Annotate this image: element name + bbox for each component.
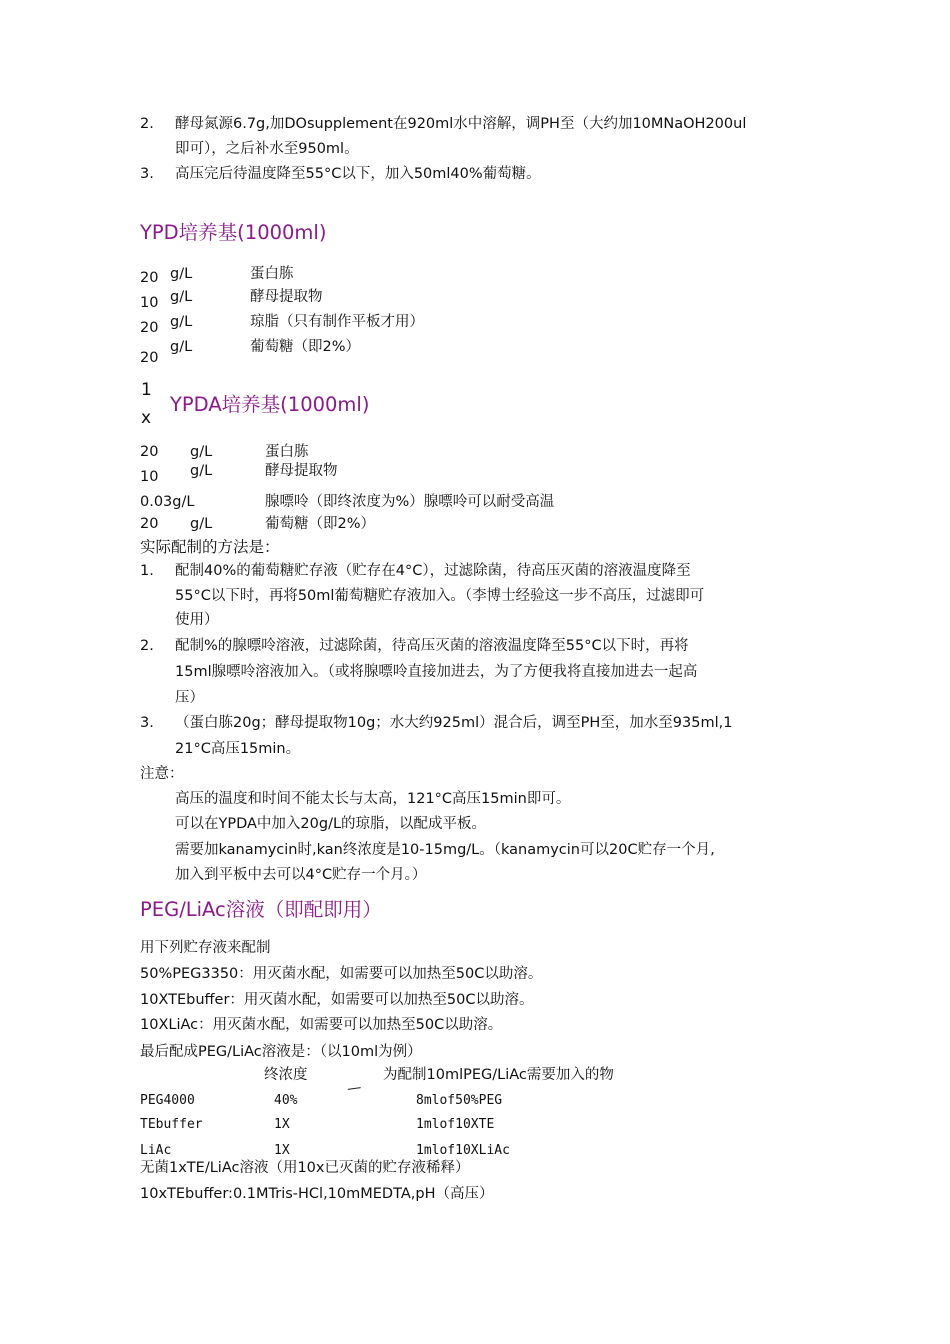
- note-line: 加入到平板中去可以4°C贮存一个月。）: [175, 867, 427, 883]
- note-line: 需要加kanamycin时,kan终浓度是10-15mg/L。（kanamycin可以20C贮存一个月,: [175, 842, 715, 858]
- table-cell: PEG4000: [140, 1093, 195, 1108]
- paragraph-line: 配制40%的葡萄糖贮存液（贮存在4°C），过滤除菌，待高压灭菌的溶液温度降至: [175, 563, 691, 579]
- paragraph-line: 压）: [175, 690, 204, 706]
- paragraph-line: 15ml腺嘌呤溶液加入。（或将腺嘌呤直接加进去，为了方便我将直接加进去一起高: [175, 664, 698, 680]
- qty: 20: [140, 270, 159, 286]
- paragraph-line: 无菌1xTE/LiAc溶液（用10x已灭菌的贮存液稀释）: [140, 1160, 470, 1176]
- stock-line: 50%PEG3350：用灭菌水配，如需要可以加热至50C以助溶。: [140, 966, 543, 982]
- note-line: 高压的温度和时间不能太长与太高，121°C高压15min即可。: [175, 791, 571, 807]
- qty: 20: [140, 350, 159, 366]
- method-title: 实际配制的方法是：: [140, 538, 280, 556]
- unit: g/L: [190, 463, 213, 479]
- stray-mark: 1: [141, 380, 152, 400]
- paragraph-line: 即可），之后补水至950ml。: [175, 141, 359, 157]
- paragraph-line: 配制%的腺嘌呤溶液，过滤除菌，待高压灭菌的溶液温度降至55°C以下时，再将: [175, 638, 689, 654]
- ingredient: 酵母提取物: [265, 463, 338, 479]
- qty: 0.03g/L: [140, 494, 195, 510]
- table-cell: 1mlof10XLiAc: [416, 1143, 510, 1158]
- ingredient: 蛋白胨: [265, 444, 309, 460]
- table-header: 终浓度: [264, 1067, 308, 1083]
- unit: g/L: [190, 516, 213, 532]
- table-cell: 8mlof50%PEG: [416, 1093, 503, 1108]
- ingredient: 葡萄糖（即2%）: [250, 339, 361, 355]
- paragraph-line: 使用）: [175, 612, 219, 628]
- ingredient: 蛋白胨: [250, 266, 294, 282]
- note-title: 注意：: [140, 766, 184, 782]
- stock-line: 10XTEbuffer：用灭菌水配，如需要可以加热至50C以助溶。: [140, 992, 534, 1008]
- paragraph-line: 最后配成PEG/LiAc溶液是：（以10ml为例）: [140, 1044, 422, 1060]
- unit: g/L: [170, 266, 193, 282]
- paragraph-line: 10xTEbuffer:0.1MTris-HCl,10mMEDTA,pH（高压）: [140, 1186, 494, 1202]
- list-number: 2.: [140, 638, 154, 654]
- list-number: 2.: [140, 116, 154, 132]
- ingredient: 酵母提取物: [250, 289, 323, 305]
- list-number: 1.: [140, 563, 154, 579]
- qty: 20: [140, 320, 159, 336]
- ingredient: 腺嘌呤（即终浓度为%）腺嘌呤可以耐受高温: [265, 494, 555, 510]
- paragraph-line: 55°C以下时，再将50ml葡萄糖贮存液加入。（李博士经验这一步不高压，过滤即可: [175, 588, 705, 604]
- table-header: 为配制10mlPEG/LiAc需要加入的物: [383, 1067, 614, 1083]
- table-cell: 1X: [274, 1143, 290, 1158]
- table-cell: 1mlof10XTE: [416, 1117, 495, 1132]
- qty: 20: [140, 516, 159, 532]
- table-cell: LiAc: [140, 1143, 172, 1158]
- stock-line: 10XLiAc：用灭菌水配，如需要可以加热至50C以助溶。: [140, 1017, 503, 1033]
- ingredient: 葡萄糖（即2%）: [265, 516, 376, 532]
- section-heading: YPDA培养基(1000ml): [170, 393, 370, 416]
- list-number: 3.: [140, 715, 154, 731]
- note-line: 可以在YPDA中加入20g/L的琼脂，以配成平板。: [175, 816, 487, 832]
- paragraph-line: （蛋白胨20g；酵母提取物10g；水大约925ml）混合后，调至PH至，加水至935ml,1: [175, 715, 733, 731]
- unit: g/L: [170, 314, 193, 330]
- section-heading: PEG/LiAc溶液（即配即用）: [140, 898, 382, 921]
- qty: 20: [140, 444, 159, 460]
- table-cell: 1X: [274, 1117, 290, 1132]
- paragraph-line: 21°C高压15min。: [175, 741, 301, 757]
- list-number: 3.: [140, 166, 154, 182]
- paragraph-line: 酵母氮源6.7g,加DOsupplement在920ml水中溶解，调PH至（大约加10MNaOH200ul: [175, 116, 747, 132]
- table-cell: 40%: [274, 1093, 298, 1108]
- qty: 10: [140, 295, 159, 311]
- stray-mark: x: [141, 408, 152, 428]
- stray-dash: [348, 1087, 362, 1094]
- unit: g/L: [170, 289, 193, 305]
- section-heading: YPD培养基(1000ml): [140, 221, 327, 244]
- paragraph-line: 用下列贮存液来配制: [140, 940, 271, 956]
- ingredient: 琼脂（只有制作平板才用）: [250, 314, 424, 330]
- unit: g/L: [170, 339, 193, 355]
- qty: 10: [140, 469, 159, 485]
- table-cell: TEbuffer: [140, 1117, 203, 1132]
- paragraph-line: 高压完后待温度降至55°C以下，加入50ml40%葡萄糖。: [175, 166, 541, 182]
- unit: g/L: [190, 444, 213, 460]
